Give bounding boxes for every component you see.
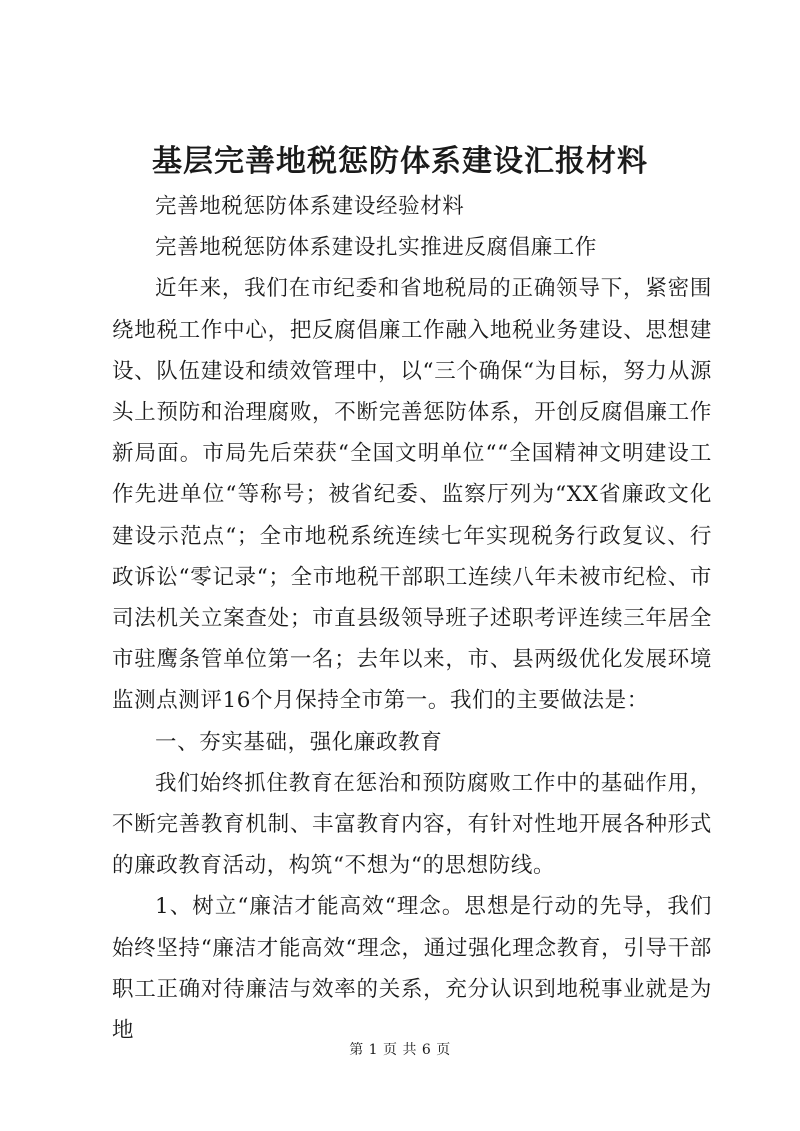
subtitle-paragraph: 完善地税惩防体系建设经验材料 (155, 194, 465, 219)
section-heading: 一、夯实基础，强化廉政教育 (155, 729, 443, 755)
body-paragraph: 我们始终抓住教育在惩治和预防腐败工作中的基础作用，不断完善教育机制、丰富教育内容，有针对性地开展各种形式的廉政教育活动，构筑“不想为“的思想防线。 (112, 770, 712, 879)
subtitle-paragraph: 完善地税惩防体系建设扎实推进反腐倡廉工作 (155, 235, 598, 261)
body-paragraph: 1、树立“廉洁才能高效“理念。思想是行动的先导，我们始终坚持“廉洁才能高效“理念，通过强化理念教育，引导干部职工正确对待廉洁与效率的关系，充分认识到地税事业就是为地 (112, 894, 712, 1044)
page-footer: 第 1 页 共 6 页 (349, 1042, 451, 1058)
body-paragraph: 近年来，我们在市纪委和省地税局的正确领导下，紧密围绕地税工作中心，把反腐倡廉工作融入地税业务建设、思想建设、队伍建设和绩效管理中，以“三个确保“为目标，努力从源头上预防和治理腐败，不断完善惩防体系，开创反腐倡廉工作新局面。市局先后荣获“全国文明单位““全国精神文明建设工作先进单位“等称号；被省纪委、监察厅列为“XX省廉政文化建设示范点“；全市地税系统连续七年实现税务行政复议、行政诉讼“零记录“；全市地税干部职工连续八年未被市纪检、市司法机关立案查处；市直县级领导班子述职考评连续三年居全市驻鹰条管单位第一名；去年以来，市、县两级优化发展环境监测点测评16个月保持全市第一。我们的主要做法是： (112, 276, 712, 714)
document-title: 基层完善地税惩防体系建设汇报材料 (152, 144, 648, 179)
document-body (112, 186, 712, 1051)
